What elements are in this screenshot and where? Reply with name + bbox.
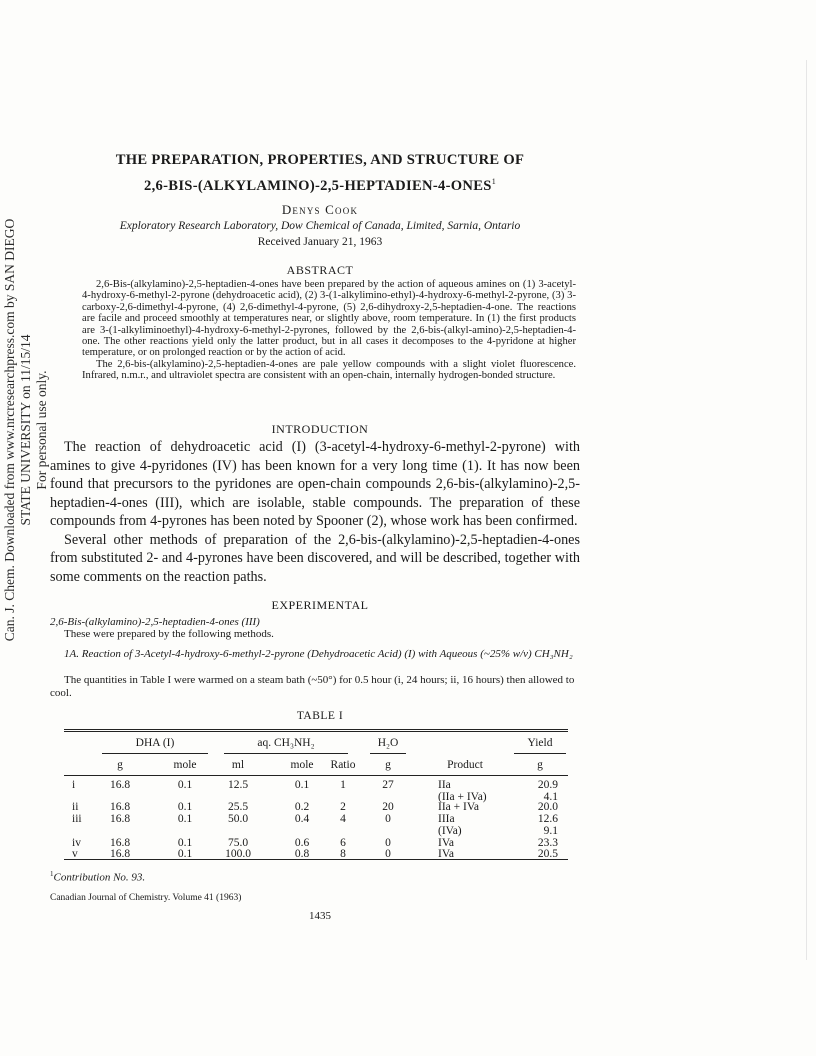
table-cell-dha-mole: 0.1 <box>177 813 193 825</box>
table-cell-product: IVa <box>438 848 454 860</box>
table-cell-amine-mole: 0.1 <box>294 779 310 791</box>
col-header-ml: ml <box>231 759 245 771</box>
affiliation: Exploratory Research Laboratory, Dow Chemical of Canada, Limited, Sarnia, Ontario <box>119 220 521 232</box>
table-cell-dha-mole: 0.1 <box>177 779 193 791</box>
table-cell-ratio: 4 <box>340 813 346 825</box>
col-header-yield-g: g <box>537 759 543 771</box>
table-cell-amine-mole: 0.8 <box>294 848 310 860</box>
table-cell-id: iv <box>72 837 81 849</box>
title-footnote-mark: 1 <box>491 177 496 186</box>
table-cell-dha-g: 16.8 <box>109 779 131 791</box>
col-header-product: Product <box>447 759 483 771</box>
group-underline <box>102 753 208 754</box>
dha-group-header: DHA (I) <box>135 737 175 749</box>
col-header-dha-mole: mole <box>173 759 197 771</box>
table-cell-amine-mole: 0.2 <box>294 801 310 813</box>
quantities-paragraph: The quantities in Table I were warmed on a steam bath (~50°) for 0.5 hour (i, 24 hours; ii, 16 hours) then allowed to cool. <box>50 674 575 699</box>
table-cell-yield: 12.6 <box>537 813 558 825</box>
introduction-heading: INTRODUCTION <box>271 422 369 436</box>
journal-citation: Canadian Journal of Chemistry. Volume 41 (1963) <box>50 893 242 903</box>
table-cell-water-g: 27 <box>382 779 394 791</box>
table-cell-ratio: 6 <box>340 837 346 849</box>
table-cell-id: iii <box>72 813 82 825</box>
table-cell-product: IIa <box>438 779 451 791</box>
received-date: Received January 21, 1963 <box>257 236 383 248</box>
table-cell-product: IIa + IVa <box>438 801 479 813</box>
abstract-paragraph: The 2,6-bis-(alkylamino)-2,5-heptadien-4-ones are pale yellow compounds with a slight violet fluorescence. Infrared, n.m.r., and ultraviolet spectra are consistent with an open-chain, internally hydrogen-bonded structure. <box>82 358 576 382</box>
table-title: TABLE I <box>296 710 344 722</box>
header-bottom-rule <box>64 775 568 776</box>
table-cell-product: IVa <box>438 837 454 849</box>
col-header-dha-g: g <box>117 759 123 771</box>
col-header-amine-mole: mole <box>290 759 314 771</box>
yield-group-header: Yield <box>527 737 553 749</box>
table-cell-water-g: 0 <box>385 848 391 860</box>
download-notice-line2: For personal use only. <box>34 370 49 490</box>
download-notice-line1: Can. J. Chem. Downloaded from www.nrcresearchpress.com by SAN DIEGO STATE UNIVERSITY on 11/15/14 <box>2 218 33 642</box>
intro-paragraph: The reaction of dehydroacetic acid (I) (3-acetyl-4-hydroxy-6-methyl-2-pyrone) with amines to give 4-pyridones (IV) has been known for a very long time (1). It has now been found that precursors to the pyridones are open-chain compounds 2,6-bis-(alkylamino)-2,5-heptadien-4-ones (III), which are isolable, stable compounds. The preparation of these compounds from 4-pyrones has been noted by Spooner (2), whose work has been confirmed. <box>50 439 580 529</box>
table-cell-yield: 20.0 <box>537 801 558 813</box>
table-cell-ratio: 8 <box>340 848 346 860</box>
page-number: 1435 <box>309 910 331 922</box>
group-underline <box>514 753 566 754</box>
col-header-ratio: Ratio <box>330 759 356 771</box>
method-1a-heading: 1A. Reaction of 3-Acetyl-4-hydroxy-6-methyl-2-pyrone (Dehydroacetic Acid) (I) with Aqueous (~25% w/v) CH₃NH₂ <box>64 648 573 660</box>
table-cell-water-g: 0 <box>385 837 391 849</box>
footnote <box>50 870 145 884</box>
table-top-rule <box>64 731 568 732</box>
table-top-rule <box>64 729 568 730</box>
col-header-water-g: g <box>385 759 391 771</box>
table-cell-id: i <box>72 779 76 791</box>
table-cell-dha-mole: 0.1 <box>177 848 193 860</box>
footnote-mark: 1 <box>50 870 54 878</box>
table-cell-id: v <box>72 848 78 860</box>
table-cell-ratio: 1 <box>340 779 346 791</box>
table-cell-dha-g: 16.8 <box>109 848 131 860</box>
table-cell-yield: 20.9 <box>537 779 558 791</box>
table-cell-water-g: 20 <box>382 801 394 813</box>
table-cell-yield: 4.1 <box>543 790 558 803</box>
table-cell-yield: 23.3 <box>537 837 558 849</box>
methods-sentence: These were prepared by the following methods. <box>64 628 274 640</box>
introduction <box>50 438 580 586</box>
intro-paragraph: Several other methods of preparation of the 2,6-bis-(alkylamino)-2,5-heptadien-4-ones from substituted 2- and 4-pyrones have been discovered, and will be described, together with some comments on the reaction paths. <box>50 531 580 585</box>
table-cell-dha-mole: 0.1 <box>177 801 193 813</box>
footnote-text: Contribution No. 93. <box>53 871 146 884</box>
margin-rule <box>806 60 807 960</box>
abstract-heading: ABSTRACT <box>286 263 354 277</box>
paper-title <box>60 150 580 197</box>
table-cell-ml: 12.5 <box>227 779 249 791</box>
abstract <box>82 279 576 382</box>
table-cell-dha-g: 16.8 <box>109 813 131 825</box>
group-underline <box>370 753 406 754</box>
amine-group-header: aq. CH₃NH₂ <box>257 737 315 749</box>
table-cell-ratio: 2 <box>340 801 346 813</box>
table-cell-product: IIIa <box>438 813 455 825</box>
table-cell-ml: 25.5 <box>227 801 249 813</box>
abstract-paragraph: 2,6-Bis-(alkylamino)-2,5-heptadien-4-ones have been prepared by the action of aqueous amines on (1) 3-acetyl-4-hydroxy-6-methyl-2-pyrone (dehydroacetic acid), (2) 3-(1-alkylimino-ethyl)-4-hydroxy-6-methyl-2-pyrone, (3) 3-carboxy-2,6-dimethyl-4-pyrone, (4) 2,6-dimethyl-4-pyrone, (5) 2,6-dihydroxy-2,5-heptadien-4-one. The reactions are facile and proceed smoothly at temperatures near, or slightly above, room temperature. In (1) the first products are 3-(1-alkyliminoethyl)-4-hydroxy-6-methyl-2-pyrones, followed by the 2,6-bis-(alkyl-amino)-2,5-heptadien-4-one. The other reactions yield only the latter product, but in all cases it decomposes to the 4-pyridone at higher temperature, or on prolonged reaction or by the action of acid. <box>82 279 576 359</box>
table-cell-amine-mole: 0.6 <box>294 837 310 849</box>
table-cell-dha-g: 16.8 <box>109 837 131 849</box>
table-cell-id: ii <box>72 801 79 813</box>
download-notice <box>2 210 49 650</box>
table-cell-ml: 100.0 <box>225 848 251 860</box>
table-cell-water-g: 0 <box>385 813 391 825</box>
table-cell-product: (IVa) <box>438 824 462 837</box>
title-line2: 2,6-BIS-(ALKYLAMINO)-2,5-HEPTADIEN-4-ONES <box>143 177 492 194</box>
table-cell-ml: 75.0 <box>227 837 249 849</box>
group-underline <box>224 753 348 754</box>
table-cell-yield: 9.1 <box>543 824 558 837</box>
table-cell-dha-g: 16.8 <box>109 801 131 813</box>
table-cell-amine-mole: 0.4 <box>294 813 310 825</box>
water-group-header: H₂O <box>377 737 399 749</box>
table-cell-yield: 20.5 <box>537 848 558 860</box>
author: Denys Cook <box>281 202 359 217</box>
table-cell-dha-mole: 0.1 <box>177 837 193 849</box>
table-cell-product: (IIa + IVa) <box>438 790 487 803</box>
section-subheading: 2,6-Bis-(alkylamino)-2,5-heptadien-4-ones (III) <box>50 616 260 628</box>
table-cell-ml: 50.0 <box>227 813 249 825</box>
title-line1: THE PREPARATION, PROPERTIES, AND STRUCTURE OF <box>115 152 525 168</box>
experimental-heading: EXPERIMENTAL <box>271 598 369 612</box>
